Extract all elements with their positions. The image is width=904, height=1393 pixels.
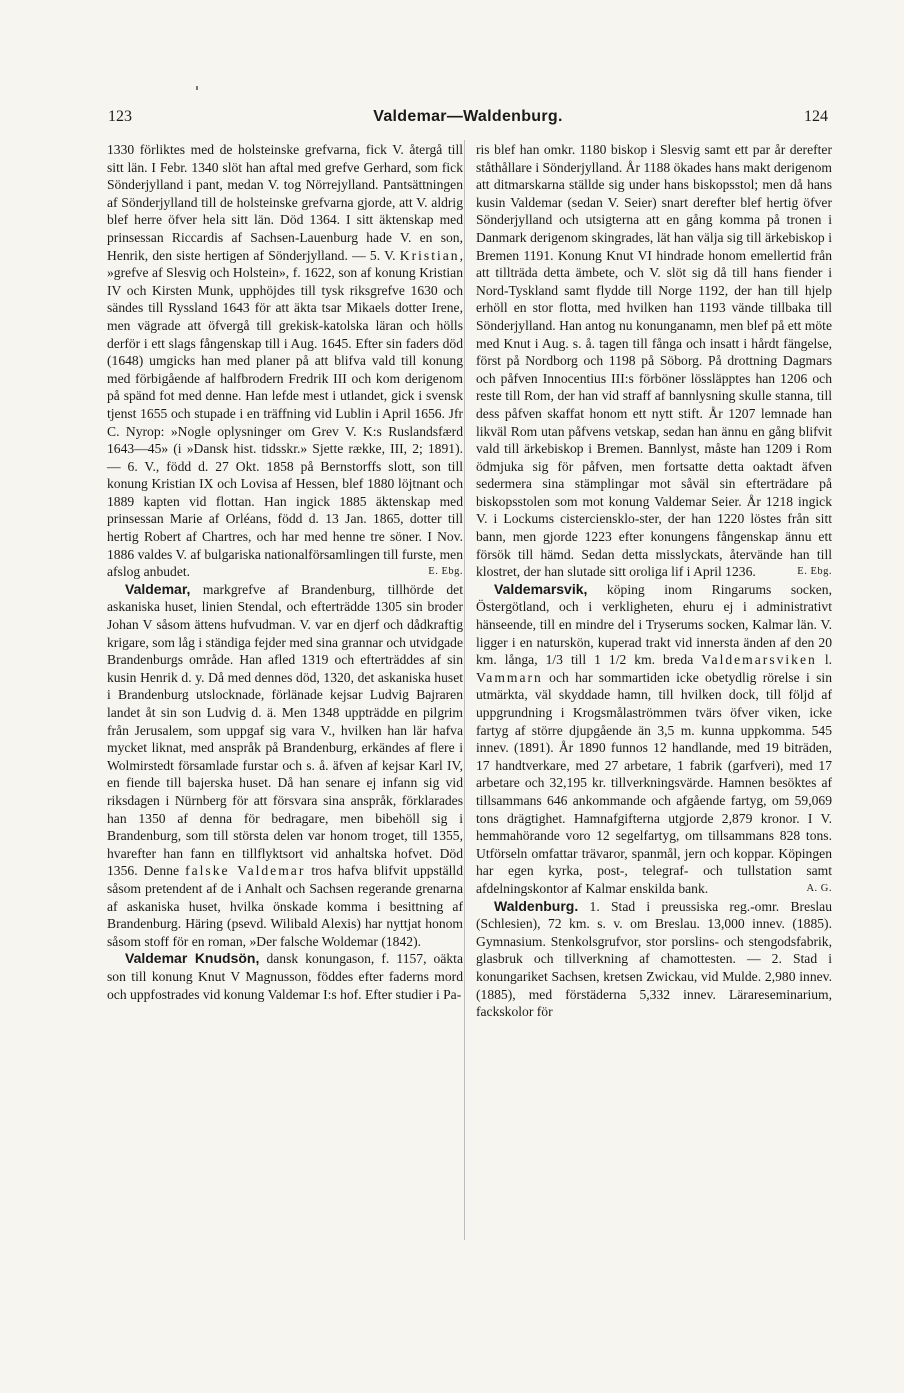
spaced-name: Vammarn: [476, 669, 543, 685]
entry-text: 1330 förliktes med de holsteinske grefvarna, fick V. återgå till sitt län. I Febr. 1340 slöt han aftal med grefve Gerhard, som fick Sönderjylland i pant, medan V. tog Nörrejylland. Pantsättningen af Sönderjylland till de holsteinske grefvarna gjorde, att V. aldrig blef herre öfver hela sitt län. Död 1364. I sitt äktenskap med prinsessan Riccardis af Sachsen-Lauenburg hade V. en son, Henrik, den siste hertigen af Sönderjylland. — 5. V.: [107, 142, 463, 263]
entry-text: l.: [816, 652, 832, 668]
page-number-left: 123: [108, 108, 132, 125]
entry-text: ris blef han omkr. 1180 biskop i Slesvig samt ett par år derefter ståthållare i Sönderjylland. År 1188 ökades hans makt derigenom att ditmarskarna ställde sig under hans biskopsstol; men då hans kusin Valdemar (sedan V. Seier) snart derefter blef hertig öfver Sönderjylland och utsigterna att en gång komma på tronen i Danmark derigenom skingrades, lät han välja sig till ärkebiskop i Bremen 1191. Konung Knut VI hindrade honom emellertid från att tillträda detta ämbete, och V. slöt sig då till hans fiender i Nord-Tyskland samt flydde till Norge 1192, der han till hjelp erhöll en stor flotta, med hvilken han 1193 vände tillbaka till Sönderjylland. Han antog nu konunganamn, men blef på ett möte med Knut i Aug. s. å. tagen till fånga och insatt i hårdt fängelse, först på Nordborg och 1198 på Söborg. På drottning Dagmars och påfven Innocentius III:s förböner lössläpptes han 1206 och reste till Rom, der han vid straff af bannlysning skulle stanna, till dess påfven skaffat honom ett nytt stift. År 1207 lemnade han likväl Rom utan påfvens vetskap, sedan han ännu en gång blifvit vald till ärkebiskop i Bremen. Bannlyst, måste han 1209 i Rom ödmjuka sig för påfven, men fortsatte detta oaktadt äfven sedermera sina stämplingar mot såväl sin efterträdare på biskopsstolen som mot konung Valdemar Seier. År 1218 ingick V. i Lockums cisterciensklo-ster, der han 1220 löstes från sitt bann, men gjorde 1223 efter konungens fångenskap ännu ett försök till hämd. Sedan detta misslyckats, återvände han till klostret, der han slutade sitt oroliga lif i April 1236.: [476, 142, 832, 580]
entry-text: tros hafva blifvit uppställd såsom pretendent af de i Anhalt och Sachsen regerande grenarna af askaniska huset, hvilka önskade komma i besittning af Brandenburg. Häring (psevd. Wilibald Alexis) har nyttjat honom såsom stoff för en roman, »Der falsche Woldemar (1842).: [107, 863, 463, 949]
entry-continuation: [107, 141, 463, 581]
author-signature: E. Ebg.: [428, 566, 463, 578]
entry-text: markgrefve af Brandenburg, tillhörde det askaniska huset, linien Stendal, och efterträdde 1305 sin broder Johan V såsom ättens hufvudman. V. var en djerf och dådkraftig krigare, som låg i ständiga fejder med sina grannar och utvidgade Brandenburgs område. Han afled 1319 och efterträddes af sin kusin Henrik d. y. Då med dennes död, 1320, det askaniska huset i Brandenburg utslocknade, förlänade kejsar Ludvig Bajraren landet åt sin son Ludvig d. ä. Men 1348 uppträdde en pilgrim från Jerusalem, som uppgaf sig vara V., hvilken han lär hafva mycket liknat, med anspråk på Brandenburg, erkändes af flere i Wolmirstedt församlade furstar och s. å. äfven af kejsar Karl IV, en fiende till bajerska huset. Då han senare ej infann sig vid riksdagen i Nürnberg för att försvara sina anspråk, förklarades han 1350 af denna för bedragare, men bibehöll sig i Brandenburg, som till största delen var honom troget, till 1355, hvarefter han fann en tillflyktsort vid anhaltska hofvet. Död 1356. Denne: [107, 581, 463, 879]
author-signature: E. Ebg.: [797, 566, 832, 578]
running-title: Valdemar—Waldenburg.: [373, 108, 563, 125]
left-column: [107, 141, 463, 1003]
headword: Waldenburg.: [494, 897, 579, 914]
entry-text: 1. Stad i preussiska reg.-omr. Breslau (Schlesien), 72 km. s. v. om Breslau. 13,000 innev. (1885). Gymnasium. Stenkolsgrufvor, stor porslins- och stengodsfabrik, glasbruk och tillverkning af chamottesten. — 2. Stad i konungariket Sachsen, kretsen Zwickau, vid Mulde. 2,980 innev. (1885), med förstäderna 5,332 innev. Lärareseminarium, fackskolor för: [476, 898, 832, 1020]
spaced-name: Valdemarsviken: [701, 652, 817, 668]
entry-valdemar-brandenburg: [107, 581, 463, 950]
entry-text: och har sommartiden icke obetydlig rörelse i sin utmärkta, väl skyddade hamn, till hvilken dock, till följd af uppgrundning i Krogsmålaströmmen tvärs öfver viken, icke fartyg af större djupgående än 3,5 m. kunna uppkomma. 545 innev. (1891). År 1890 funnos 12 handlande, med 19 biträden, 17 handtverkare, med 27 arbetare, 1 fabrik (garfveri), med 17 arbetare och 32,195 kr. tillverkningsvärde. Hamnen besöktes af tillsammans 646 ankommande och afgående fartyg, om 59,069 tons drägtighet. Hamnafgifterna utgjorde 2,879 kronor. I V. hemmahörande voro 12 segelfartyg, om tillsammans 828 tons. Utförseln omfattar trävaror, spanmål, jern och koppar. Köpingen har egen kyrka, post-, telegraf- och tullstation samt afdelningskontor af Kalmar enskilda bank.: [476, 669, 832, 896]
entry-continuation: [476, 141, 832, 581]
entry-valdemarsvik: [476, 581, 832, 898]
column-divider: [464, 140, 465, 1240]
spaced-name: Kristian: [399, 247, 460, 263]
headword: Valdemarsvik,: [494, 580, 588, 597]
page-number-right: 124: [803, 108, 828, 125]
page-header: [108, 108, 828, 126]
spaced-name: falske Valdemar: [185, 863, 306, 879]
entry-waldenburg: [476, 898, 832, 1021]
entry-valdemar-knudson: [107, 950, 463, 1003]
entry-text: dansk konungason, f. 1157, oäkta son till konung Knut V Magnusson, föddes efter faderns mord och uppfostrades vid konung Valdemar I:s hof. Efter studier i Pa-: [107, 951, 463, 1002]
scan-mark: [196, 86, 198, 90]
headword: Valdemar,: [125, 580, 191, 597]
author-signature: A. G.: [806, 882, 832, 894]
right-column: [476, 141, 832, 1021]
entry-text: köping inom Ringarums socken, Östergötland, och i verkligheten, ehuru ej i administrativt hänseende, till en mindre del i Tryserums socken, Kalmar län. V. ligger i en naturskön, kuperad trakt vid innersta änden af den 20 km. långa, 1/3 till 1 1/2 km. breda: [476, 581, 832, 668]
headword: Valdemar Knudsön,: [125, 950, 260, 967]
entry-text: , »grefve af Slesvig och Holstein», f. 1622, son af konung Kristian IV och Kirsten Munk, upphöjdes till tysk riksgrefve 1630 och sändes till Ryssland 1643 för att äkta tsar Mikaels dotter Irene, men vägrade att öfvergå till grekisk-katolska läran och hölls derför i ett slags fångenskap till i Aug. 1645. Efter sin faders död (1648) umgicks han med planer på att blifva vald till konung med förbigående af halfbrodern Fredrik III och kom derigenom på spänd fot med denne. Han lefde mest i utlandet, gick i svensk tjenst 1655 och stupade i en träffning vid Lublin i April 1656. Jfr C. Nyrop: »Nogle oplysninger om Grev V. K:s Ruslandsfærd 1643—45» (i »Dansk hist. tidsskr.» Sjette række, III, 2; 1891). — 6. V., född d. 27 Okt. 1858 på Bernstorffs slott, son till konung Kristian IX och Lovisa af Hessen, blef 1880 löjtnant och 1889 kapten vid flottan. Han ingick 1885 äktenskap med prinsessan Marie af Orléans, född d. 13 Jan. 1865, dotter till hertig Robert af Chartres, och har med henne tre söner. I Nov. 1886 valdes V. af bulgariska nationalförsamlingen till furste, men afslog anbudet.: [107, 247, 463, 580]
